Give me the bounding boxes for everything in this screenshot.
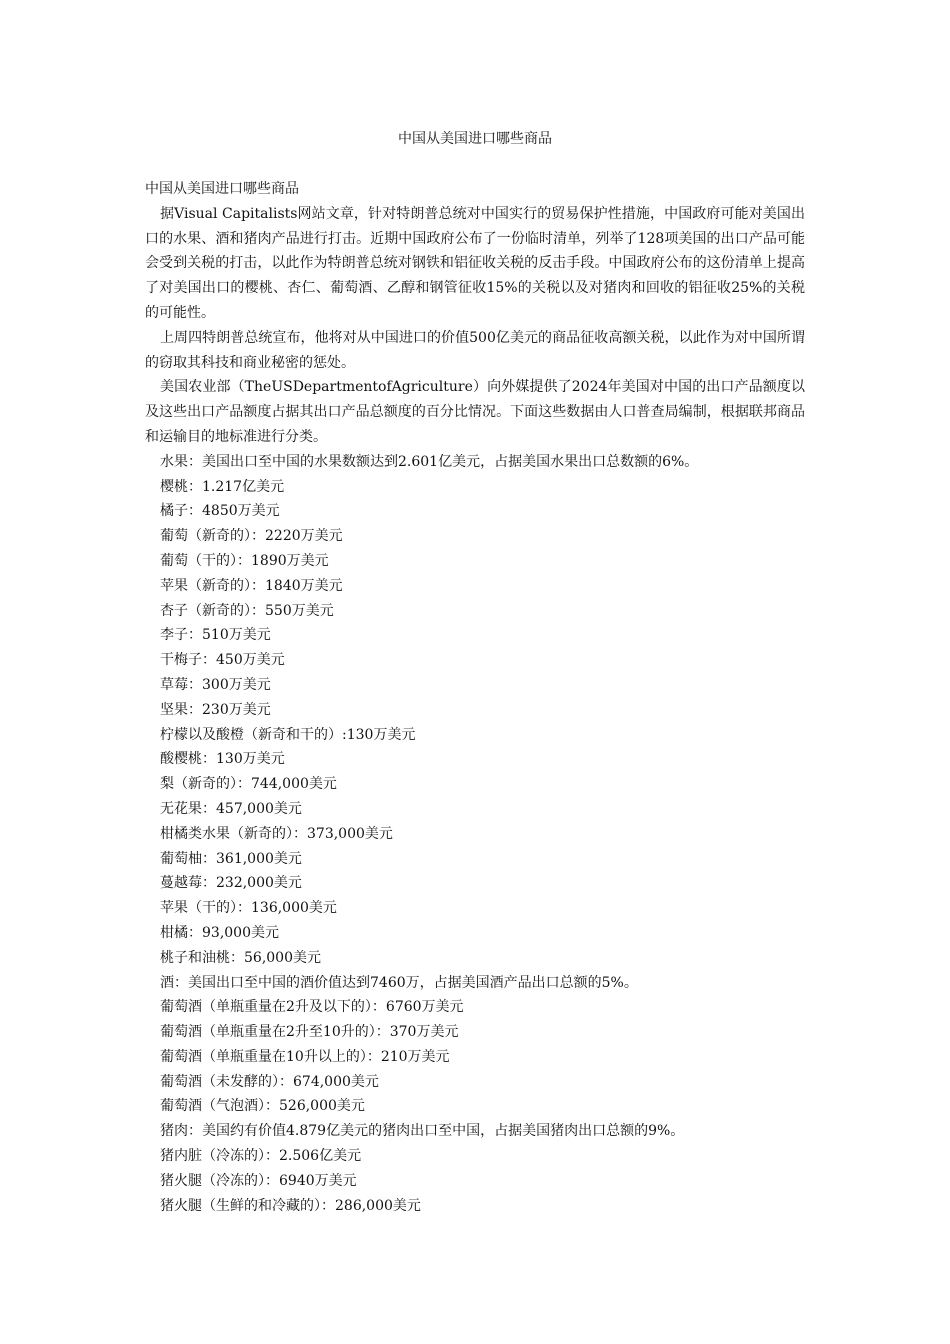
list-item: 苹果（干的）：136,000美元 [160,900,337,917]
list-item: 柑橘类水果（新奇的）：373,000美元 [160,825,393,842]
document-title: 中国从美国进口哪些商品 [398,131,552,147]
list-item: 猪火腿（冷冻的）：6940万美元 [160,1172,357,1189]
list-item-fruit-summary: 水果：美国出口至中国的水果数额达到2.601亿美元，占据美国水果出口总数额的6%。 [160,453,699,470]
list-item: 苹果（新奇的）：1840万美元 [160,577,343,594]
list-item: 葡萄酒（气泡酒）：526,000美元 [160,1098,365,1115]
list-item: 梨（新奇的）：744,000美元 [160,776,337,793]
list-item: 猪内脏（冷冻的）：2.506亿美元 [160,1148,362,1165]
list-item: 杏子（新奇的）：550万美元 [160,602,334,619]
list-item: 葡萄酒（单瓶重量在2升至10升的）：370万美元 [160,1024,459,1041]
list-item: 坚果：230万美元 [160,701,271,718]
list-item: 葡萄（干的）：1890万美元 [160,552,329,569]
list-item-pork-summary: 猪肉：美国约有价值4.879亿美元的猪肉出口至中国，占据美国猪肉出口总额的9%。 [160,1123,685,1140]
list-item: 葡萄酒（单瓶重量在10升以上的）：210万美元 [160,1048,450,1065]
paragraph-usda: 美国农业部（TheUSDepartmentofAgriculture）向外媒提供了2024年美国对中国的出口产品额度以及这些出口产品额度占据其出口产品总额度的百分比情况。下面这些数据由人口普查局编制，根据联邦商品和运输目的地标准进行分类。 [145,379,805,445]
list-item: 葡萄柚：361,000美元 [160,850,302,867]
list-item: 猪火腿（生鲜的和冷藏的）：286,000美元 [160,1197,421,1214]
paragraph-announcement: 上周四特朗普总统宣布，他将对从中国进口的价值500亿美元的商品征收高额关税，以此作为对中国所谓的窃取其科技和商业秘密的惩处。 [145,329,805,371]
list-item: 樱桃：1.217亿美元 [160,478,285,495]
list-item: 葡萄酒（单瓶重量在2升及以下的）：6760万美元 [160,999,464,1016]
list-item: 蔓越莓：232,000美元 [160,875,302,892]
list-item: 葡萄（新奇的）：2220万美元 [160,528,343,545]
list-item: 酸樱桃：130万美元 [160,751,285,768]
list-item: 无花果：457,000美元 [160,800,302,817]
list-item: 桃子和油桃：56,000美元 [160,949,321,966]
document-body [145,177,805,1218]
list-item: 柑橘：93,000美元 [160,924,279,941]
list-item: 柠檬以及酸橙（新奇和干的）:130万美元 [160,726,416,743]
list-item-wine-summary: 酒：美国出口至中国的酒价值达到7460万，占据美国酒产品出口总额的5%。 [160,974,638,991]
list-item: 李子：510万美元 [160,627,271,644]
list-item: 干梅子：450万美元 [160,652,285,669]
list-item: 葡萄酒（未发酵的）：674,000美元 [160,1073,379,1090]
list-item: 草莓：300万美元 [160,676,271,693]
list-item: 橘子：4850万美元 [160,503,280,520]
document-subtitle: 中国从美国进口哪些商品 [145,181,299,197]
paragraph-intro: 据Visual Capitalists网站文章，针对特朗普总统对中国实行的贸易保护性措施，中国政府可能对美国出口的水果、酒和猪肉产品进行打击。近期中国政府公布了一份临时清单，列举了128项美国的出口产品可能会受到关税的打击，以此作为特朗普总统对钢铁和铝征收关税的反击手段。中国政府公布的这份清单上提高了对美国出口的樱桃、杏仁、葡萄酒、乙醇和钢管征收15%的关税以及对猪肉和回收的铝征收25%的关税的可能性。 [145,205,805,321]
